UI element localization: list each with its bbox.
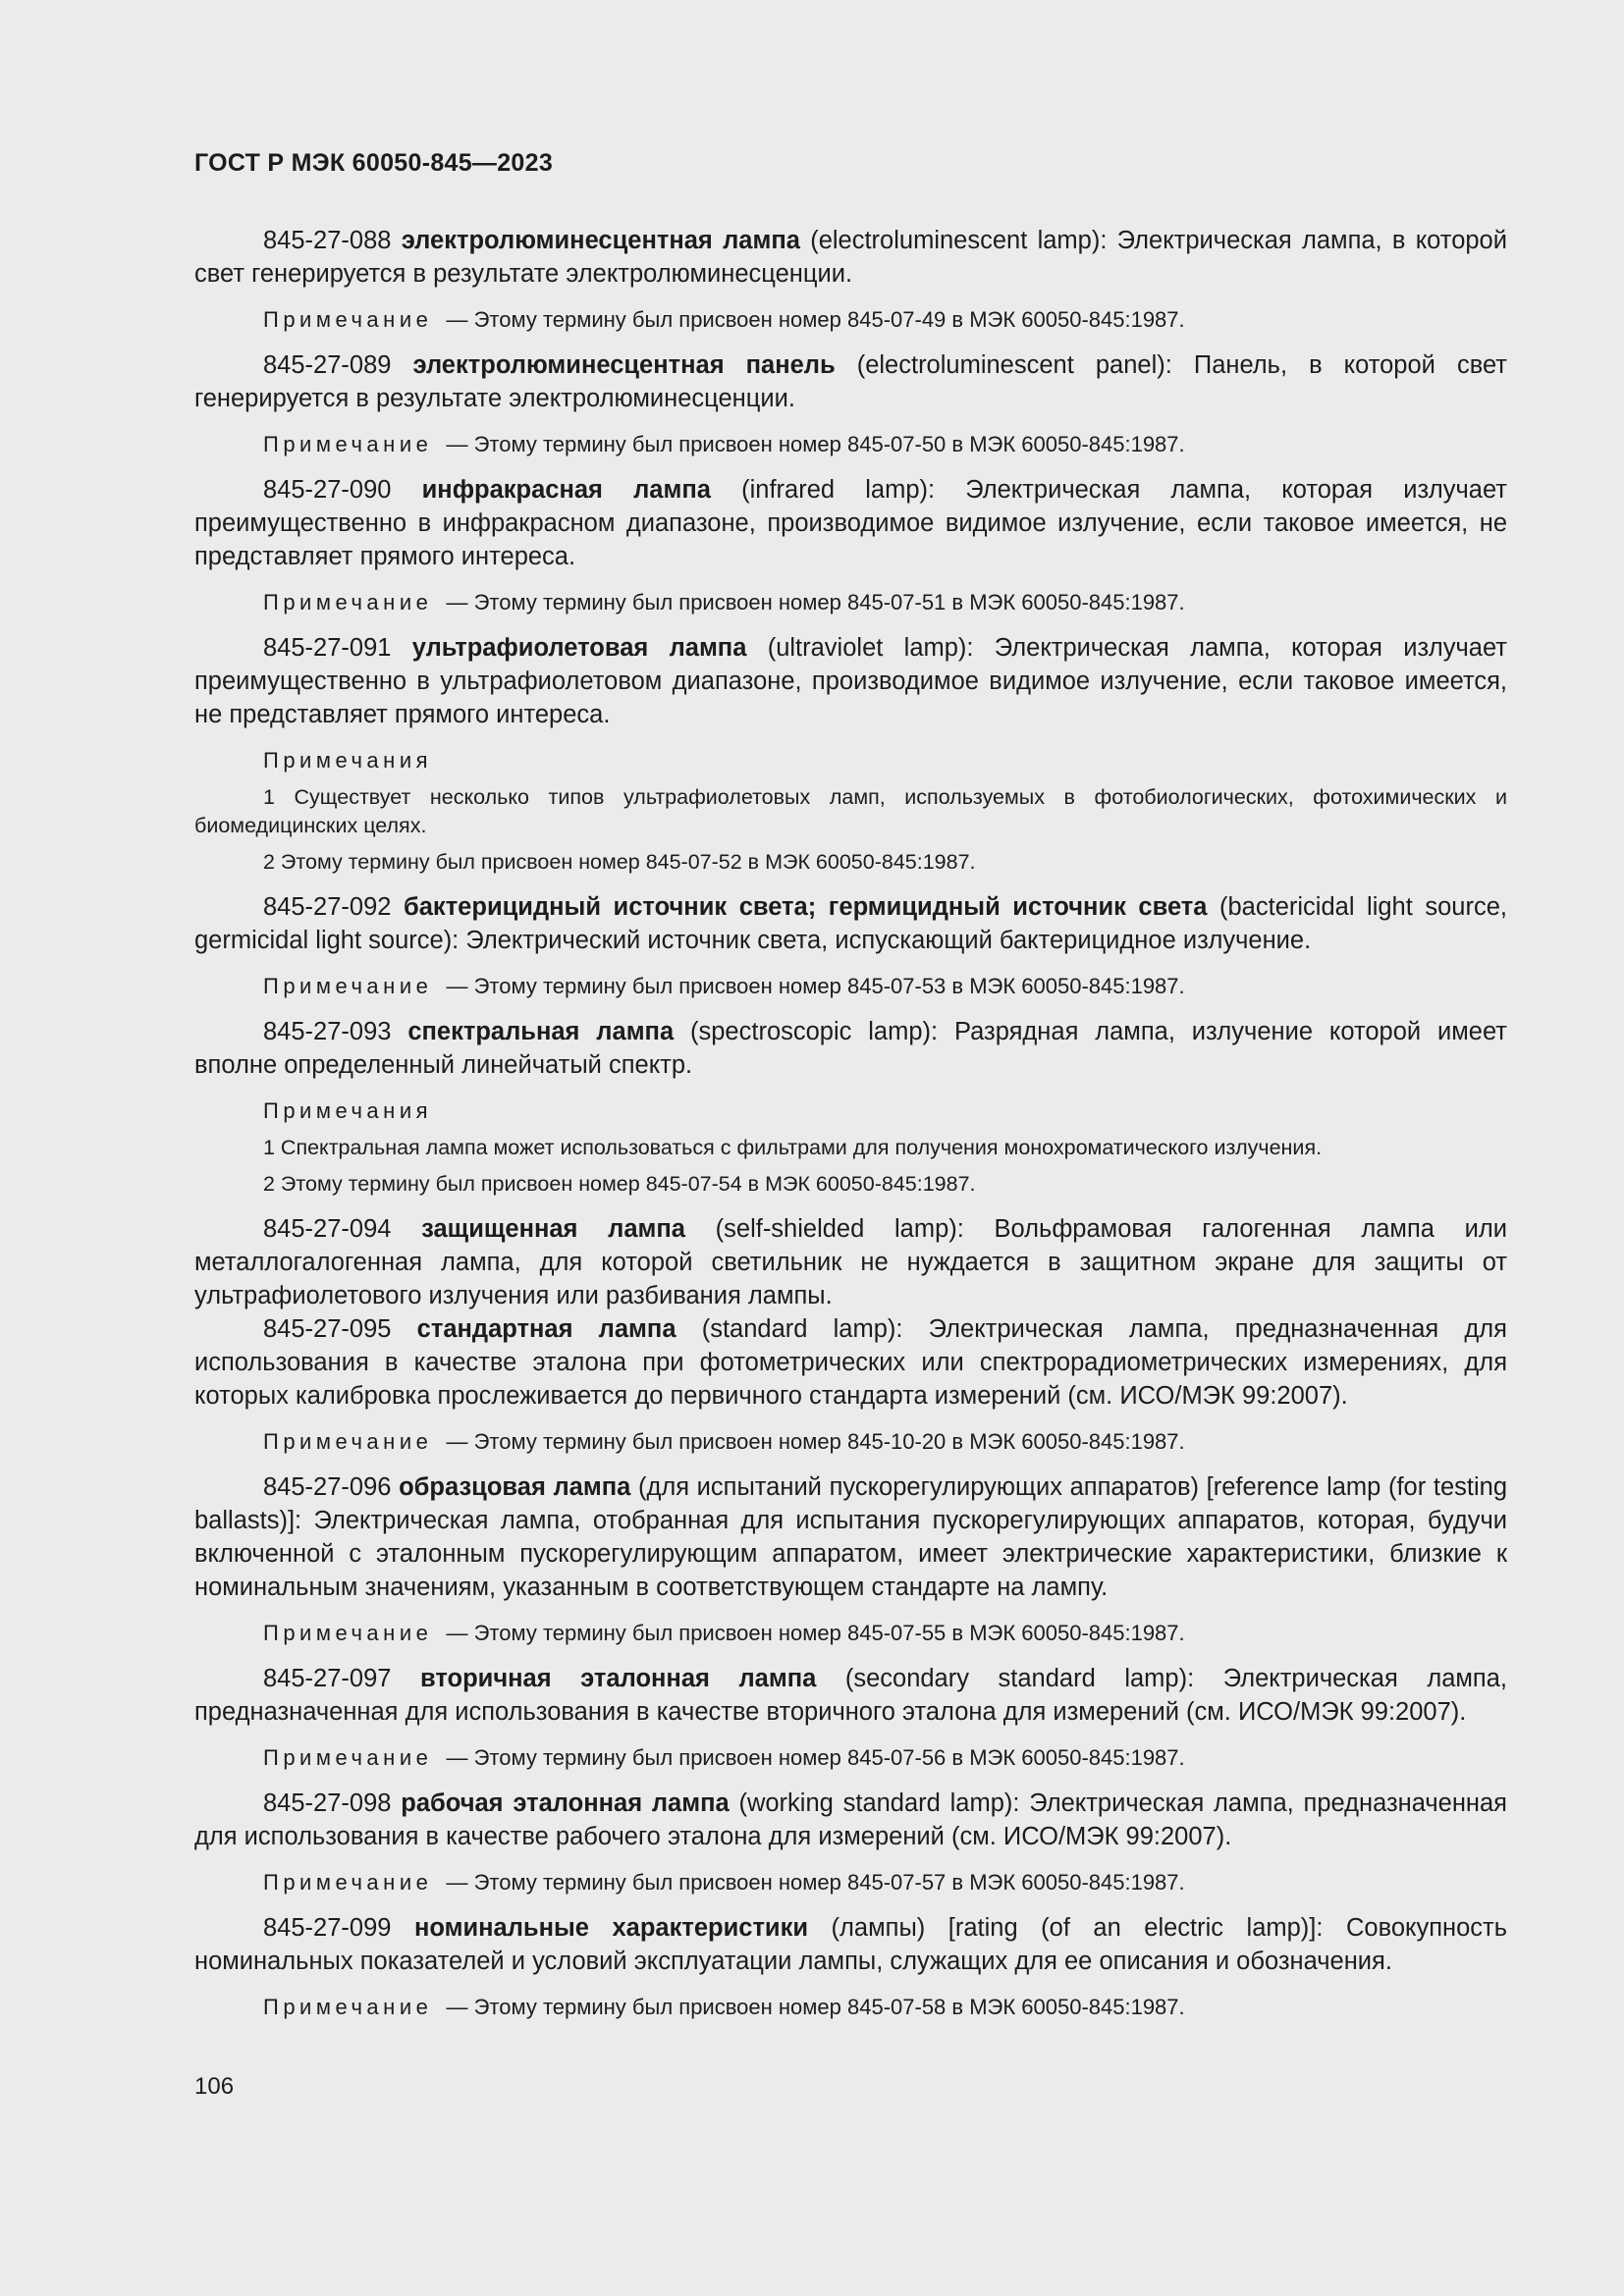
term-note — [194, 971, 1507, 1001]
term-name: ультрафиолетовая лампа — [411, 634, 747, 662]
note-label: Примечание — [263, 590, 433, 614]
note-text: — Этому термину был присвоен номер 845-10-20 в МЭК 60050-845:1987. — [446, 1429, 1185, 1454]
term-entry — [194, 1312, 1507, 1413]
term-entry — [194, 1662, 1507, 1729]
term-name: инфракрасная лампа — [421, 476, 711, 504]
term-definition: (self-shielded lamp): Вольфрамовая галогенная лампа или металлогалогенная лампа, для которой светильник не нуждается в защитном экране для защиты от ультрафиолетового излучения или разбивания лампы. — [194, 1215, 1507, 1309]
note-label: Примечание — [263, 1995, 433, 2019]
term-note — [194, 1867, 1507, 1897]
term-definition: (для испытаний пускорегулирующих аппаратов) [reference lamp (for testing ballasts)]: Электрическая лампа, отобранная для испытания пускорегулирующих аппаратов, которая, будучи включенной с эталонным пускорегулирующим аппаратом, имеет электрические характеристики, близкие к номинальным значениям, указанным в соответствующем стандарте на лампу. — [194, 1473, 1508, 1601]
note-label: Примечание — [263, 1745, 433, 1770]
term-number: 845-27-092 — [263, 893, 392, 921]
term-number: 845-27-095 — [263, 1315, 392, 1343]
term-note — [194, 429, 1507, 459]
notes-heading — [194, 1095, 1507, 1126]
notes-label: Примечания — [263, 1098, 433, 1123]
term-entry — [194, 1911, 1507, 1978]
term-number: 845-27-093 — [263, 1018, 392, 1045]
term-entry — [194, 1470, 1507, 1604]
term-note — [194, 1426, 1507, 1457]
note-text: — Этому термину был присвоен номер 845-07-49 в МЭК 60050-845:1987. — [446, 307, 1185, 332]
term-name: электролюминесцентная панель — [412, 351, 836, 379]
term-entry — [194, 224, 1507, 291]
note-text: — Этому термину был присвоен номер 845-07-51 в МЭК 60050-845:1987. — [446, 590, 1185, 614]
term-definition: (electroluminescent panel): Панель, в которой свет генерируется в результате электролюминесценции. — [194, 351, 1507, 412]
note-item: 2 Этому термину был присвоен номер 845-07-52 в МЭК 60050-845:1987. — [263, 850, 976, 874]
note-text: — Этому термину был присвоен номер 845-07-58 в МЭК 60050-845:1987. — [446, 1995, 1185, 2019]
term-notes — [194, 745, 1507, 877]
notes-label: Примечания — [263, 748, 433, 773]
term-name: вторичная эталонная лампа — [420, 1665, 817, 1692]
term-definition: (secondary standard lamp): Электрическая лампа, предназначенная для использования в качестве вторичного эталона для измерений (см. ИСО/МЭК 99:2007). — [194, 1665, 1507, 1726]
term-entry — [194, 473, 1507, 573]
term-definition: (ultraviolet lamp): Электрическая лампа, которая излучает преимущественно в ультрафиолетовом диапазоне, производимое видимое излучение, если таковое имеется, не представляет прямого интереса. — [194, 634, 1507, 728]
term-note — [194, 1742, 1507, 1773]
term-number: 845-27-090 — [263, 476, 392, 504]
term-note — [194, 587, 1507, 617]
note-item: 1 Спектральная лампа может использоваться с фильтрами для получения монохроматического излучения. — [263, 1136, 1323, 1159]
term-entry — [194, 631, 1507, 731]
note-label: Примечание — [263, 1870, 433, 1895]
term-definition: (electroluminescent lamp): Электрическая лампа, в которой свет генерируется в результате электролюминесценции. — [194, 227, 1507, 288]
term-name: стандартная лампа — [416, 1315, 677, 1343]
term-definition: (лампы) [rating (of an electric lamp)]: Совокупность номинальных показателей и условий эксплуатации лампы, служащих для ее описания и обозначения. — [194, 1914, 1507, 1975]
note-text: — Этому термину был присвоен номер 845-07-53 в МЭК 60050-845:1987. — [446, 974, 1185, 998]
term-number: 845-27-097 — [263, 1665, 392, 1692]
term-entry — [194, 1015, 1507, 1082]
document-header: ГОСТ Р МЭК 60050-845—2023 — [194, 149, 554, 177]
term-definition: (standard lamp): Электрическая лампа, предназначенная для использования в качестве эталона при фотометрических или спектрорадиометрических измерениях, для которых калибровка прослеживается до первичного стандарта измерений (см. ИСО/МЭК 99:2007). — [194, 1315, 1507, 1410]
term-name: электролюминесцентная лампа — [401, 227, 800, 254]
term-entry — [194, 1212, 1507, 1312]
term-entry — [194, 348, 1507, 415]
term-entry — [194, 890, 1507, 957]
term-name: защищенная лампа — [421, 1215, 685, 1243]
term-number: 845-27-094 — [263, 1215, 392, 1243]
note-label: Примечание — [263, 974, 433, 998]
term-number: 845-27-096 — [263, 1473, 392, 1501]
term-number: 845-27-091 — [263, 634, 392, 662]
term-name: образцовая лампа — [399, 1473, 631, 1501]
term-note — [194, 1992, 1507, 2022]
term-note — [194, 304, 1507, 335]
note-label: Примечание — [263, 1621, 433, 1645]
term-name: номинальные характеристики — [413, 1914, 809, 1942]
term-note — [194, 1618, 1507, 1648]
note-text: — Этому термину был присвоен номер 845-07-50 в МЭК 60050-845:1987. — [446, 432, 1185, 456]
note-text: — Этому термину был присвоен номер 845-07-57 в МЭК 60050-845:1987. — [446, 1870, 1185, 1895]
term-number: 845-27-088 — [263, 227, 392, 254]
term-notes — [194, 1095, 1507, 1199]
term-number: 845-27-089 — [263, 351, 392, 379]
term-number: 845-27-098 — [263, 1789, 392, 1817]
note-text: — Этому термину был присвоен номер 845-07-56 в МЭК 60050-845:1987. — [446, 1745, 1185, 1770]
note-label: Примечание — [263, 432, 433, 456]
note-label: Примечание — [263, 307, 433, 332]
notes-heading — [194, 745, 1507, 775]
term-definition: (infrared lamp): Электрическая лампа, которая излучает преимущественно в инфракрасном диапазоне, производимое видимое излучение, если таковое имеется, не представляет прямого интереса. — [194, 476, 1507, 570]
document-body — [194, 224, 1507, 2036]
page-number: 106 — [194, 2073, 235, 2100]
term-number: 845-27-099 — [263, 1914, 392, 1942]
term-name: бактерицидный источник света; гермицидный источник света — [404, 893, 1208, 921]
term-entry — [194, 1787, 1507, 1853]
note-label: Примечание — [263, 1429, 433, 1454]
term-name: спектральная лампа — [407, 1018, 675, 1045]
term-name: рабочая эталонная лампа — [401, 1789, 730, 1817]
note-item: 2 Этому термину был присвоен номер 845-07-54 в МЭК 60050-845:1987. — [263, 1172, 976, 1196]
note-item: 1 Существует несколько типов ультрафиолетовых ламп, используемых в фотобиологических, фотохимических и биомедицинских целях. — [194, 785, 1507, 837]
term-definition: (bactericidal light source, germicidal light source): Электрический источник света, испускающий бактерицидное излучение. — [194, 893, 1507, 954]
term-definition: (working standard lamp): Электрическая лампа, предназначенная для использования в качестве рабочего эталона для измерений (см. ИСО/МЭК 99:2007). — [194, 1789, 1507, 1850]
note-text: — Этому термину был присвоен номер 845-07-55 в МЭК 60050-845:1987. — [446, 1621, 1185, 1645]
term-definition: (spectroscopic lamp): Разрядная лампа, излучение которой имеет вполне определенный линейчатый спектр. — [194, 1018, 1507, 1079]
